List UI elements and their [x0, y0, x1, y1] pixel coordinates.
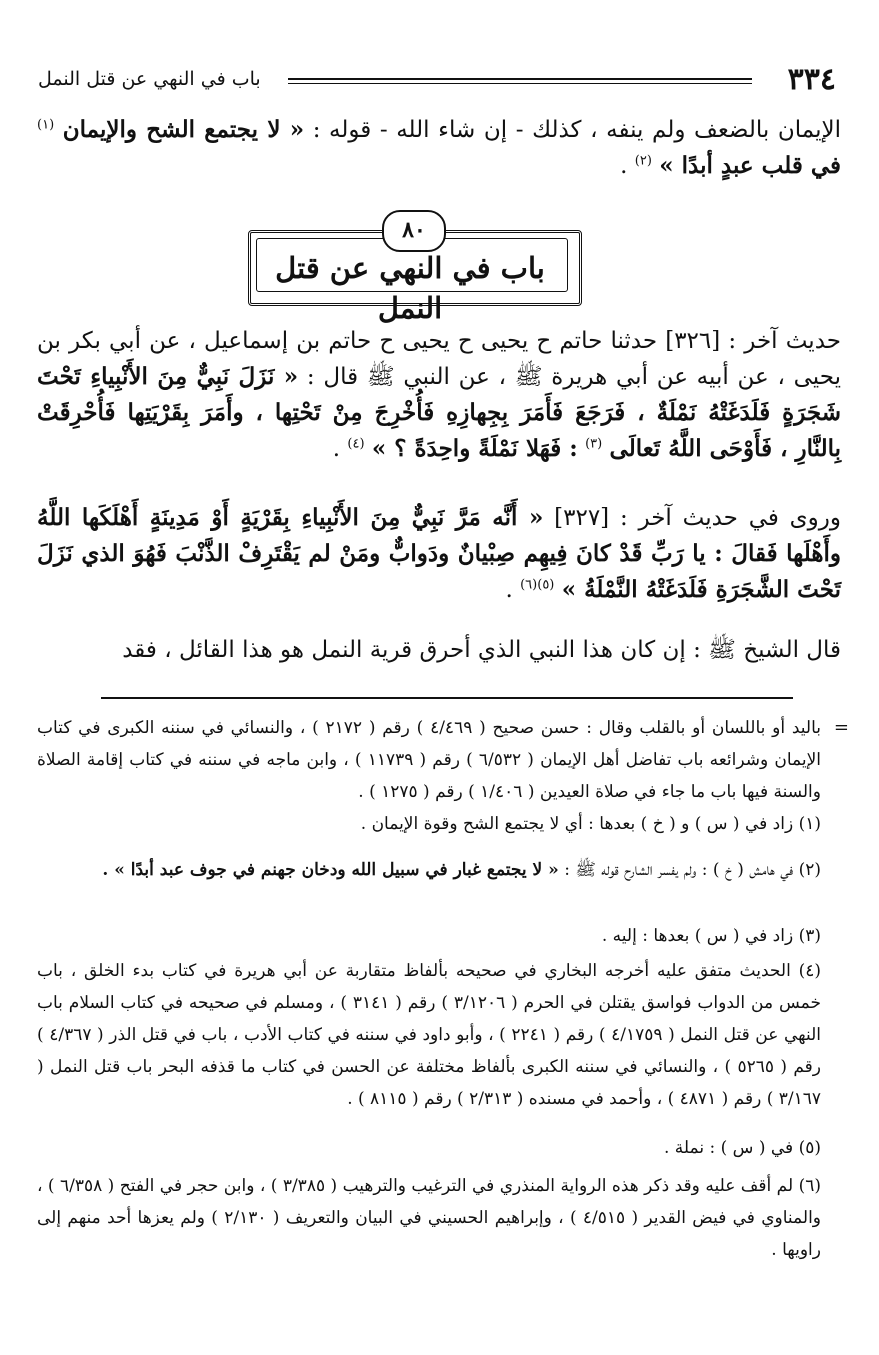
- hadith-327: [37, 500, 841, 608]
- footnote-2-quote: « لا يجتمع غبار في سبيل الله ودخان جهنم في جوف عبد أبدًا » .: [102, 860, 559, 880]
- intro-end: .: [620, 153, 628, 179]
- continuation-mark: =: [833, 717, 849, 738]
- footnote-2: [37, 854, 821, 886]
- footnote-5: (٥) في ( س ) : نملة .: [664, 1138, 821, 1158]
- footnote-4: (٤) الحديث متفق عليه أخرجه البخاري في صحيحه بألفاظ متقاربة عن أبي هريرة في كتاب بدء الخلق ، باب خمس من الدواب فواسق يقتلن في الحرم ( ٣/١٢٠٦ ) رقم ( ٣١٤١ ) ، ومسلم في صحيحه في كتاب السلام باب النهي عن قتل النمل ( ٤/١٧٥٩ ) رقم ( ٢٢٤١ ) ، وأبو داود في سننه في كتاب الأدب ، باب في قتل الذر ( ٤/٣٦٧ ) رقم ( ٥٢٦٥ ) ، والنسائي في سننه الكبرى بألفاظ مختلفة عن الحسن في كتاب ما قذفه البحر باب قتل النمل ( ٣/١٦٧ ) رقم ( ٤٨٧١ ) ، وأحمد في مسنده ( ٢/٣١٣ ) رقم ( ٨١١٥ ) .: [37, 961, 822, 1109]
- footnote-continuation: [37, 712, 849, 808]
- header-rule: [288, 78, 752, 80]
- hadith-326-text-a: « نَزَلَ نَبِيٌّ مِنَ الأَنْبِياءِ تَحْتَ شَجَرَةٍ فَلَدَغَتْهُ نَمْلَةٌ ، فَرَجَعَ فَأَمَرَ بِجِهازِهِ فَأُخْرِجَ مِنْ تَحْتِها ، وأَمَرَ بِقَرْيَتِها فَأُحْرِقَتْ بِالنَّارِ ، فَأَوْحَى اللَّهُ تَعالَى: [37, 363, 841, 462]
- footnote-ref-1: (١): [37, 117, 55, 133]
- sheikh-paragraph: قال الشيخ ﷺ : إن كان هذا النبي الذي أحرق قرية النمل هو هذا القائل ، فقد: [122, 637, 841, 663]
- page-header: [38, 60, 842, 104]
- intro-paragraph: [37, 112, 841, 184]
- running-title: باب في النهي عن قتل النمل: [38, 68, 261, 90]
- footnote-ref-4: (٤): [347, 436, 365, 452]
- page-number: ٣٣٤: [787, 62, 836, 97]
- hadith-327-end: .: [505, 577, 513, 603]
- footnote-1: (١) زاد في ( س ) و ( خ ) بعدها : أي لا يجتمع الشح وقوة الإيمان .: [360, 814, 821, 834]
- intro-text: الإيمان بالضعف ولم ينفه ، كذلك - إن شاء الله - قوله :: [304, 117, 841, 143]
- hadith-326: [37, 323, 841, 467]
- hadith-327-text: « أَنَّه مَرَّ نَبِيٌّ مِنَ الأَنْبِياءِ بِقَرْيَةٍ أَوْ مَدِينَةٍ أَهْلَكَها اللَّهُ وأَهْلَها فَقالَ : يا رَبِّ قَدْ كانَ فِيهِم صِبْيانٌ ودَوابٌّ ومَنْ لم يَقْتَرِفْ الذَّنْبَ فَهُوَ الذي نَزَلَ تَحْتَ الشَّجَرَةِ فَلَدَغَتْهُ النَّمْلَةُ »: [37, 504, 841, 603]
- footnote-divider: [101, 697, 793, 699]
- chapter-heading: [248, 210, 578, 325]
- footnote-3: (٣) زاد في ( س ) بعدها : إليه .: [601, 926, 821, 946]
- footnote-ref-6: (٦): [520, 577, 538, 593]
- intro-quote-b: في قلب عبدٍ أبدًا »: [659, 152, 841, 179]
- footnote-continuation-text: باليد أو باللسان أو بالقلب وقال : حسن صحيح ( ٤/٤٦٩ ) رقم ( ٢١٧٢ ) ، والنسائي في سننه الكبرى في كتاب الإيمان وشرائعه باب تفاضل أهل الإيمان ( ٦/٥٣٢ ) رقم ( ١١٧٣٩ ) ، وابن ماجه في سننه في كتاب إقامة الصلاة والسنة فيها باب ما جاء في صلاة العيدين ( ١/٤٠٦ ) رقم ( ١٢٧٥ ) .: [37, 718, 822, 802]
- footnote-ref-3: (٣): [585, 436, 603, 452]
- footnote-ref-2: (٢): [634, 153, 652, 169]
- footnote-6: (٦) لم أقف عليه وقد ذكر هذه الرواية المنذري في الترغيب والترهيب ( ٣/٣٨٥ ) ، وابن حجر في الفتح ( ٦/٣٥٨ ) ، والمناوي في فيض القدير ( ٤/٥١٥ ) ، وإبراهيم الحسيني في البيان والتعريف ( ٢/١٣٠ ) ولم يعزها أحد منهم إلى راويها .: [37, 1176, 821, 1260]
- chapter-number: ٨٠: [382, 210, 446, 252]
- hadith-326-end: .: [332, 436, 341, 462]
- hadith-326-text-b: : فَهَلا نَمْلَةً واحِدَةً ؟ »: [371, 435, 578, 462]
- footnote-ref-5: (٥): [537, 577, 555, 593]
- chapter-title: باب في النهي عن قتل النمل: [275, 251, 545, 325]
- hadith-326-chain: حديث آخر : [٣٢٦] حدثنا حاتم ح يحيى ح يحيى ح حاتم بن إسماعيل ، عن أبي بكر بن يحيى ، عن أبيه عن أبي هريرة ﷺ ، عن النبي ﷺ قال :: [37, 328, 842, 390]
- footnote-2-text: (٢) في هامش ( خ ) : ولم يفسر الشارح قوله ﷺ :: [558, 860, 821, 880]
- hadith-327-intro: وروى في حديث آخر : [٣٢٧]: [543, 505, 841, 531]
- intro-quote-a: « لا يجتمع الشح والإيمان: [62, 116, 305, 143]
